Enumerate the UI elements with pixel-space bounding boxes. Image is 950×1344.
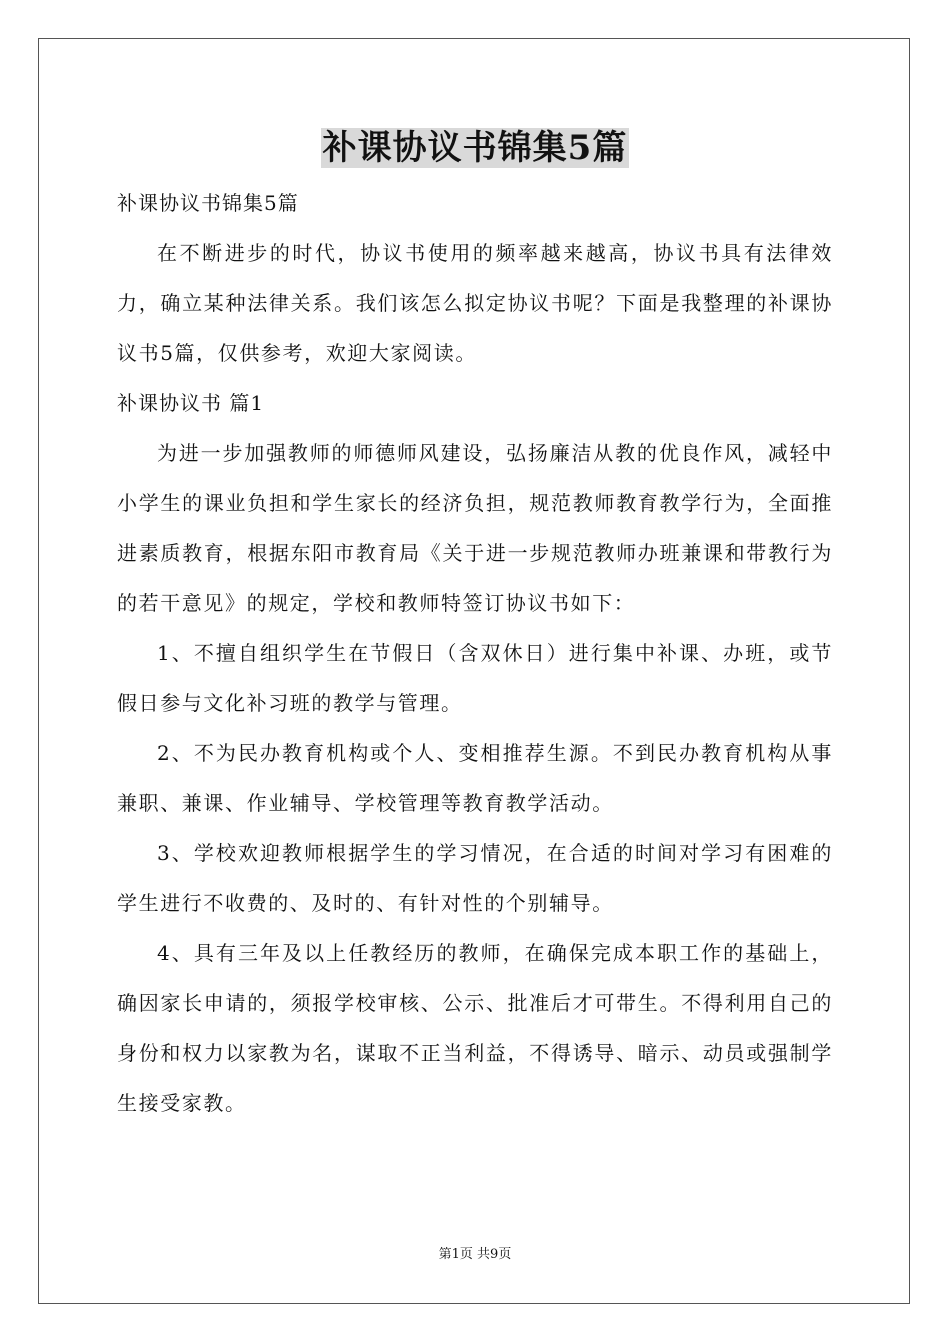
intro-paragraph: 在不断进步的时代，协议书使用的频率越来越高，协议书具有法律效力，确立某种法律关系。我们该怎么拟定协议书呢？下面是我整理的补课协议书5篇，仅供参考，欢迎大家阅读。	[117, 241, 833, 365]
clause-3: 3、学校欢迎教师根据学生的学习情况，在合适的时间对学习有困难的学生进行不收费的、及时的、有针对性的个别辅导。	[117, 841, 833, 915]
page-number: 第1页 共9页	[438, 1247, 512, 1262]
clause-1: 1、不擅自组织学生在节假日（含双休日）进行集中补课、办班，或节假日参与文化补习班的教学与管理。	[117, 641, 833, 715]
document-title-text: 补课协议书锦集5篇	[322, 128, 628, 168]
section-heading: 补课协议书 篇1	[117, 391, 265, 415]
clause-4: 4、具有三年及以上任教经历的教师，在确保完成本职工作的基础上，确因家长申请的，须报学校审核、公示、批准后才可带生。不得利用自己的身份和权力以家教为名，谋取不正当利益，不得诱导、暗示、动员或强制学生接受家教。	[117, 941, 833, 1115]
body-paragraph: 为进一步加强教师的师德师风建设，弘扬廉洁从教的优良作风，减轻中小学生的课业负担和学生家长的经济负担，规范教师教育教学行为，全面推进素质教育，根据东阳市教育局《关于进一步规范教师办班兼课和带教行为的若干意见》的规定，学校和教师特签订协议书如下：	[117, 441, 833, 615]
document-body	[117, 178, 833, 1128]
page-footer	[0, 1246, 950, 1264]
clause-2: 2、不为民办教育机构或个人、变相推荐生源。不到民办教育机构从事兼职、兼课、作业辅导、学校管理等教育教学活动。	[117, 741, 833, 815]
document-subtitle: 补课协议书锦集5篇	[117, 191, 299, 215]
document-title	[0, 124, 950, 172]
